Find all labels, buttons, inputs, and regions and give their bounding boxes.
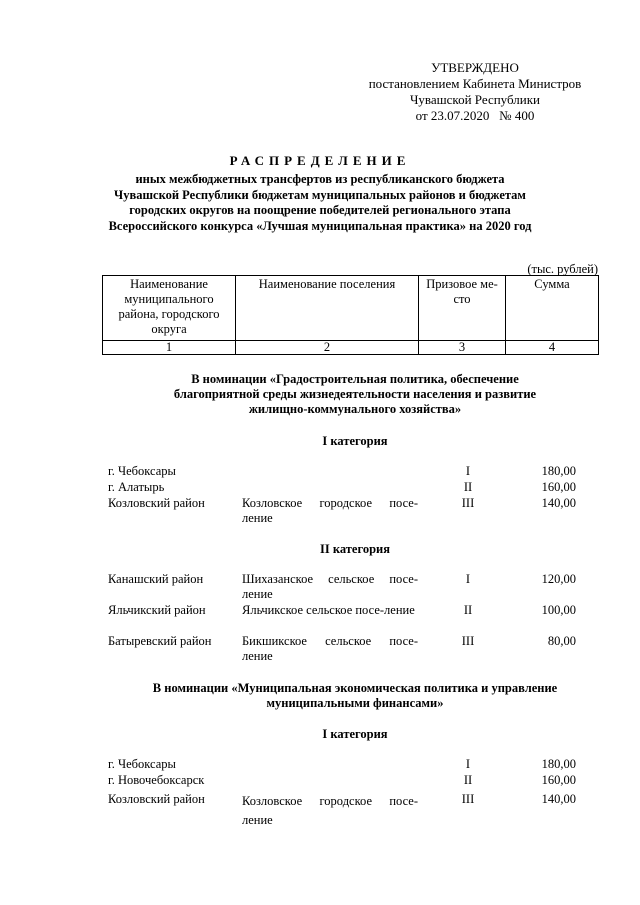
subtitle-line: Чувашской Республики бюджетам муниципальных районов и бюджетам — [114, 187, 526, 202]
nomination-title — [110, 372, 600, 417]
settlement-cell: Козловское городское посе-ление — [242, 496, 418, 525]
place-cell: II — [463, 773, 473, 787]
table-row — [108, 603, 598, 637]
place-cell: III — [461, 634, 475, 648]
nomination-title — [110, 681, 600, 711]
col-number: 2 — [236, 341, 419, 355]
district-cell: Яльчикский район — [108, 603, 206, 617]
sum-cell: 160,00 — [541, 773, 576, 787]
col-number: 1 — [103, 341, 236, 355]
sum-cell: 120,00 — [541, 572, 576, 586]
settlement-cell: Бикшикское сельское посе-ление — [242, 634, 418, 663]
district-cell: Канашский район — [108, 572, 204, 586]
nomination-title-line: муниципальными финансами» — [266, 696, 444, 710]
settlement-cell: Яльчикское сельское посе-ление — [242, 603, 415, 617]
nomination-title-line: В номинации «Муниципальная экономическая политика и управление — [152, 681, 558, 695]
place-cell: I — [465, 464, 471, 478]
col-number: 4 — [506, 341, 599, 355]
col-header-sum: Сумма — [506, 276, 599, 341]
document-subtitle — [95, 172, 545, 234]
nomination-title-line: В номинации «Градостроительная политика, обеспечение — [191, 372, 519, 386]
place-cell: I — [465, 757, 471, 771]
category-label: I категория — [322, 434, 388, 448]
category-label: I категория — [322, 727, 388, 741]
subtitle-line: Всероссийского конкурса «Лучшая муниципальная практика» на 2020 год — [108, 218, 532, 233]
district-cell: г. Чебоксары — [108, 757, 176, 771]
district-cell: Батыревский район — [108, 634, 212, 648]
document-title: РАСПРЕДЕЛЕНИЕ — [229, 153, 411, 168]
district-cell: Козловский район — [108, 496, 205, 510]
col-header-district: Наименование муниципального района, городского округа — [103, 276, 236, 341]
table-row — [108, 572, 598, 606]
place-cell: III — [461, 496, 475, 510]
district-cell: Козловский район — [108, 792, 205, 806]
sum-cell: 100,00 — [541, 603, 576, 617]
place-cell: I — [465, 572, 471, 586]
table-header — [102, 275, 599, 355]
settlement-cell: Козловское городское посе-ление — [242, 794, 418, 827]
district-cell: г. Чебоксары — [108, 464, 176, 478]
col-number: 3 — [419, 341, 506, 355]
place-cell: III — [461, 792, 475, 806]
sum-cell: 160,00 — [541, 480, 576, 494]
sum-cell: 180,00 — [541, 757, 576, 771]
sum-cell: 80,00 — [547, 634, 576, 648]
place-cell: II — [463, 603, 473, 617]
nomination-title-line: благоприятной среды жизнедеятельности населения и развитие — [173, 387, 537, 401]
subtitle-line: иных межбюджетных трансфертов из республиканского бюджета — [135, 172, 505, 186]
units-label: (тыс. рублей) — [527, 262, 598, 276]
col-header-place: Призовое ме-сто — [419, 276, 506, 341]
table-row — [108, 634, 598, 668]
place-cell: II — [463, 480, 473, 494]
approval-block — [330, 60, 620, 124]
approval-heading: УТВЕРЖДЕНО — [431, 60, 519, 75]
approval-date-number: от 23.07.2020 № 400 — [415, 108, 535, 123]
nomination-title-line: жилищно-коммунального хозяйства» — [248, 402, 462, 416]
sum-cell: 180,00 — [541, 464, 576, 478]
subtitle-line: городских округов на поощрение победителей регионального этапа — [129, 203, 511, 217]
approval-resolution: постановлением Кабинета Министров — [368, 76, 582, 91]
category-label: II категория — [319, 542, 390, 556]
district-cell: г. Алатырь — [108, 480, 165, 494]
table-row — [108, 496, 598, 530]
col-header-settlement: Наименование поселения — [236, 276, 419, 341]
sum-cell: 140,00 — [541, 792, 576, 806]
approval-republic: Чувашской Республики — [409, 92, 541, 107]
sum-cell: 140,00 — [541, 496, 576, 510]
settlement-cell: Шихазанское сельское посе-ление — [242, 572, 418, 601]
district-cell: г. Новочебоксарск — [108, 773, 205, 787]
table-row — [108, 792, 598, 826]
